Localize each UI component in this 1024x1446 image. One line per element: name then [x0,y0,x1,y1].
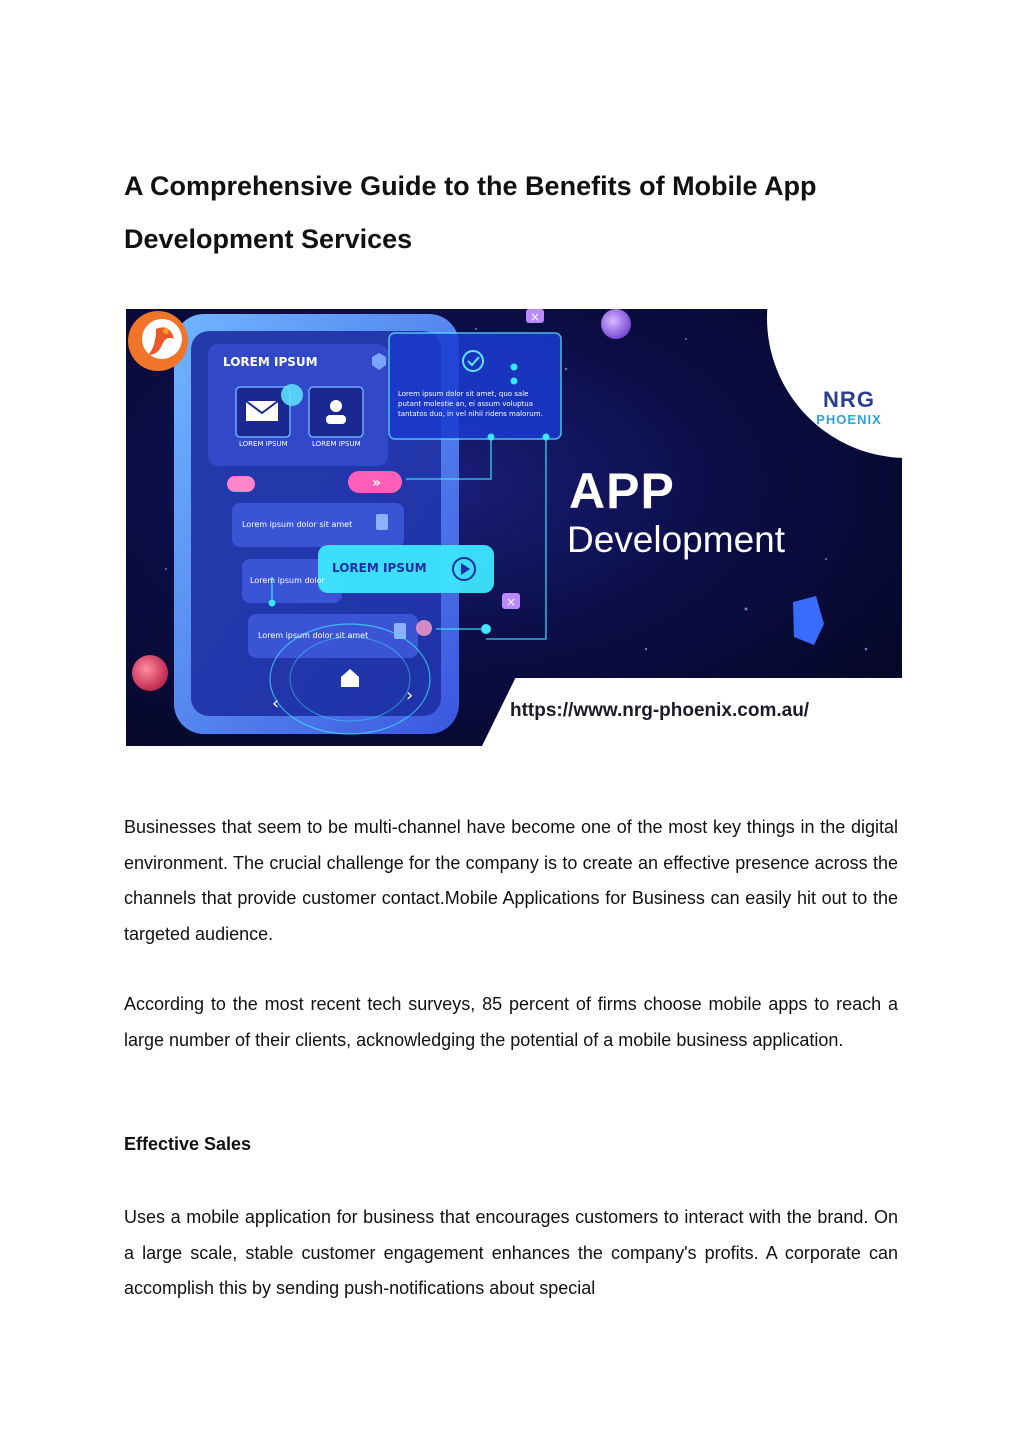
phoenix-logo-icon [126,309,190,373]
floating-info-card [389,333,561,439]
svg-text:×: × [506,595,517,609]
forward-icon: › [406,685,414,706]
page-title: A Comprehensive Guide to the Benefits of Mobile App Development Services [124,171,817,254]
app-development-banner [126,309,902,746]
gem-shape [793,596,824,645]
survey-paragraph: According to the most recent tech surveys, 85 percent of firms choose mobile apps to reach a large number of their clients, acknowledging the potential of a mobile business application. [124,994,898,1050]
purple-orb [601,309,631,339]
phone-row-label: Lorem ipsum dolor sit amet [242,520,353,529]
svg-text:×: × [530,310,541,324]
phone-row-label: Lorem ipsum dolor [250,576,325,585]
intro-paragraph: Businesses that seem to be multi-channel have become one of the most key things in the digital environment. The crucial challenge for the company is to create an effective presence across the channels that provide customer contact.Mobile Applications for Business can easily hit out to the targeted audience. [124,817,898,944]
user-icon [330,400,342,412]
svg-text:»: » [372,475,382,491]
red-orb [132,655,168,691]
back-icon: ‹ [272,693,280,714]
phone-icon-label: LOREM IPSUM [239,440,288,448]
dots-pill [227,476,255,492]
banner-heading: APP [569,463,675,519]
floating-button-label: LOREM IPSUM [332,561,427,575]
phone-row-label: Lorem ipsum dolor sit amet [258,631,369,640]
logo-nrg-text: NRG [823,387,875,412]
floating-card-text: Lorem ipsum dolor sit amet, quo sale putant molestie an, ei assum voluptua tantatos duo, in vel nihil ridens malorum. [398,390,543,418]
phone-header: LOREM IPSUM [223,355,318,369]
section-paragraph: Uses a mobile application for business that encourages customers to interact with the brand. On a large scale, stable customer engagement enhances the company's profits. A corporate can accomplish this by sending push-notifications about special [124,1207,898,1298]
banner-url: https://www.nrg-phoenix.com.au/ [510,700,810,721]
logo-phoenix-text: PHOENIX [816,412,882,427]
trash-icon [376,514,388,530]
banner-subheading: Development [567,519,786,560]
phone-icon-label: LOREM IPSUM [312,440,361,448]
section-heading: Effective Sales [124,1134,252,1154]
